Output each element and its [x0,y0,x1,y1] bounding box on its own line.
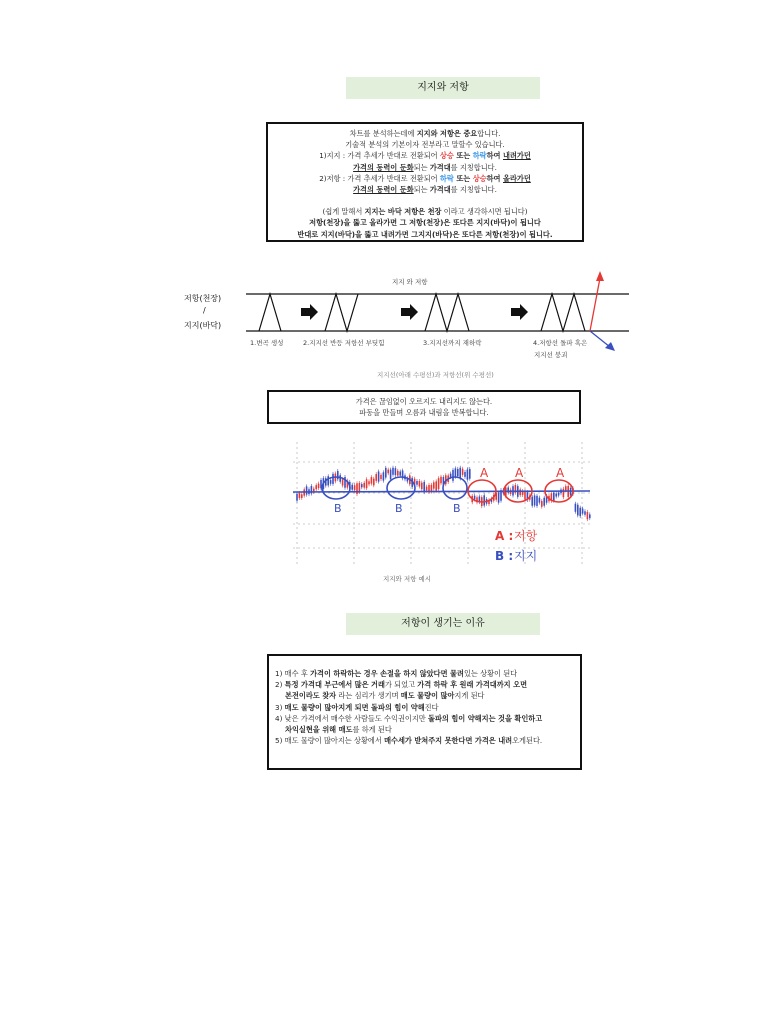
candle [390,470,392,480]
reason-4: 4) 낮은 가격에서 매수한 사람들도 수익권이지만 돌파의 힘이 약해지는 것을 확인하고 [275,713,543,723]
reason-1: 1) 매수 후 가격이 하락하는 경우 손절을 하지 않았다면 물려있는 상황이 된다 [275,669,518,678]
candle [469,469,471,479]
candle [359,483,361,492]
label-a3: A [556,466,565,480]
candle [318,484,320,489]
intro-line-5: 2)저항 : 가격 추세가 반대로 전환되어 하락 또는 상승하여 올라가던 [319,173,531,183]
candle [519,489,521,495]
section-title-why-resistance: 저항이 생기는 이유 [346,613,540,635]
candle [579,508,581,516]
candle [416,481,418,485]
candle [431,485,433,492]
intro-line-7: (쉽게 말해서 지지는 바닥 저항은 천장 이라고 생각하시면 됩니다) [322,207,528,217]
intro-line-9: 반대로 지지(바닥)을 뚫고 내려가면 그지지(바닥)은 또다른 저항(천장)이 됩니다. [297,229,553,239]
intro-line-1: 차트를 분석하는데에 지지와 저항은 중요합니다. [349,129,501,138]
example-chart-caption: 지지와 저항 예시 [383,575,432,583]
candle [375,474,377,481]
label-b3: B [453,502,461,515]
diagram-label-resistance: 저항(천장) [184,294,222,303]
label-a1: A [480,466,489,480]
candle [327,476,329,485]
candle [536,496,538,506]
candle [440,477,442,484]
wave-note-line-1: 가격은 끊임없이 오르지도 내리지도 않는다. [355,397,493,406]
reason-5: 5) 매도 물량이 많아지는 상황에서 매수세가 받쳐주지 못한다면 가격은 내려오게된다. [275,736,543,746]
candle [541,501,543,507]
diagram-label-slash: / [203,306,206,315]
label-b1: B [334,502,342,515]
candle [337,471,339,479]
diagram-step-1: 1.변곡 생성 [250,339,284,347]
candle [296,494,298,501]
candle [397,471,399,476]
intro-line-8: 저항(천장)을 뚫고 올라가면 그 저항(천장)은 또다른 지지(바닥)이 됩니다 [309,218,541,228]
candle [543,498,545,506]
candle [301,494,303,498]
candle [339,475,341,482]
candle [395,468,397,475]
legend-b-value: 지지 [514,549,538,563]
candle [483,495,485,505]
candle [553,493,555,501]
reason-4-cont: 차익실현을 위해 매도를 하게 된다 [285,725,392,735]
intro-line-3: 1)지지 : 가격 추세가 반대로 전환되어 상승 또는 하락하여 내려가던 [319,151,531,161]
candle [577,505,579,516]
diagram-caption: 지지선(아래 수평선)과 저항선(위 수평선) [377,371,494,379]
candle [368,481,370,484]
candle [385,468,387,478]
wave-note-line-2: 파동을 만들며 오름과 내림을 반복합니다. [359,408,489,418]
candle [563,489,565,497]
candle [539,498,541,503]
candle [299,493,301,498]
candle [342,479,344,485]
candle [435,481,437,490]
diagram-step-2: 2.지지선 반등 저항선 부딪힘 [303,339,385,347]
candle [423,482,425,492]
candle [498,493,500,503]
candle [438,478,440,489]
candle [587,512,589,519]
diagram-title: 지지 와 저항 [392,278,428,286]
intro-line-4: 가격의 동력이 둔화되는 가격대를 지칭합니다. [353,162,497,172]
candle [558,493,560,496]
candle [371,477,373,484]
candle [555,494,557,497]
candle [455,468,457,476]
intro-line-2: 기술적 분석의 기본이자 전부라고 말할수 있습니다. [345,140,505,150]
candle [380,475,382,479]
candle [373,479,375,486]
candle [351,485,353,490]
candle [426,487,428,491]
reasons-text-box [267,654,582,770]
candle [474,496,476,500]
label-b2: B [395,502,403,515]
candle [467,469,469,479]
candle [419,481,421,486]
candle [565,486,567,490]
candle [315,485,317,489]
candle [589,514,591,518]
legend-b-key: B : [495,549,514,563]
candle [450,474,452,477]
candle [457,469,459,476]
candle [464,472,466,477]
candle [383,472,385,480]
candle [531,497,533,506]
candle [354,485,356,490]
candle [387,470,389,474]
legend-a-key: A : [495,529,514,543]
section-title-support-resistance: 지지와 저항 [346,77,540,99]
candle [452,470,454,481]
candle [459,468,461,479]
candle [332,474,334,484]
reason-2-cont: 본전이라도 찾자 라는 심리가 생기며 매도 물량이 많아지게 된다 [285,691,485,701]
support-circle-b3 [443,477,467,499]
reason-2: 2) 특정 가격대 부근에서 많은 거래가 되었고 가격 하락 후 원래 가격대까지 오면 [275,680,528,690]
candle [366,479,368,488]
candle [421,483,423,490]
candle [575,504,577,512]
diagram-label-support: 지지(바닥) [184,321,222,330]
candle [392,468,394,475]
diagram-step-3: 3.지지선까지 재하락 [423,339,482,347]
candle [534,495,536,505]
candle [399,472,401,476]
label-a2: A [515,466,524,480]
candle [462,469,464,475]
diagram-step-4a: 4.저항선 돌파 혹은 [533,339,588,347]
candle [330,480,332,484]
reason-3: 3) 매도 물량이 많아지게 되면 돌파의 힘이 약해진다 [275,702,439,712]
candle [361,484,363,487]
candle [433,482,435,488]
candle [363,483,365,488]
candle [584,511,586,514]
candle [582,509,584,514]
intro-line-6: 가격의 동력이 둔화되는 가격대를 지칭합니다. [353,185,497,195]
candle [378,471,380,481]
candle [306,486,308,494]
legend-a-value: 저항 [514,529,538,543]
diagram-step-4b: 지지선 붕괴 [534,351,568,359]
